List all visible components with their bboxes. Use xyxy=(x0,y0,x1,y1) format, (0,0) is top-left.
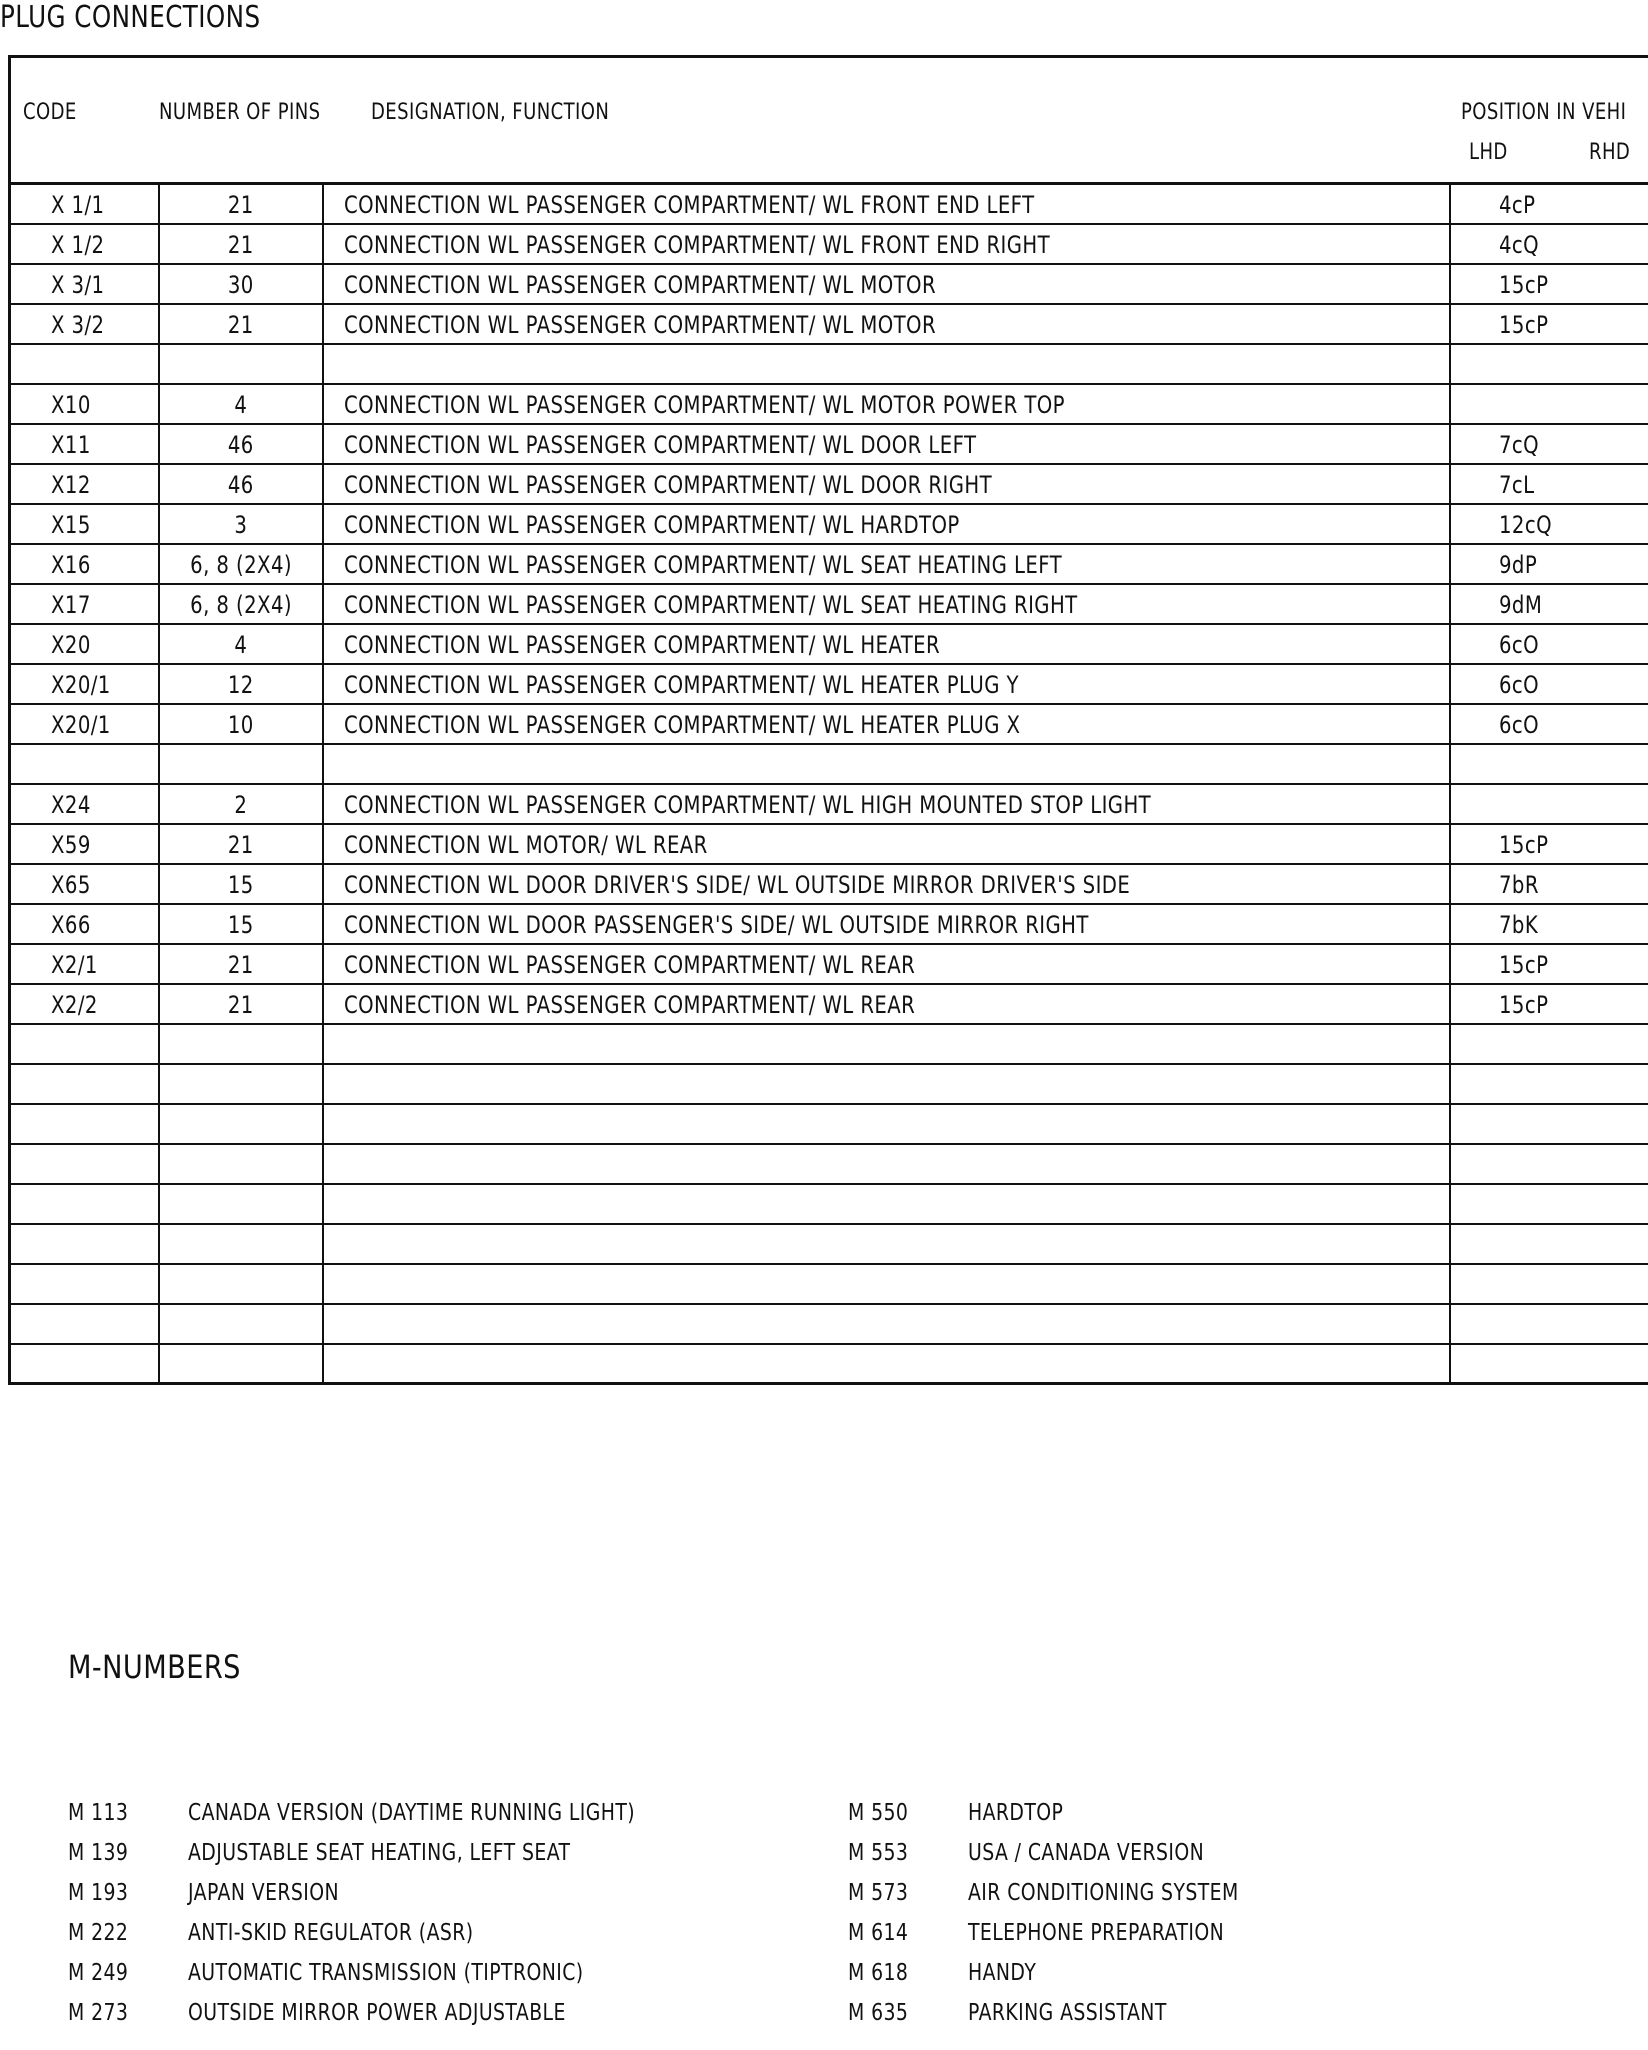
lhd-position-cell xyxy=(1451,1345,1648,1383)
pins-cell: 21 xyxy=(160,945,324,983)
table-row xyxy=(11,465,1648,505)
designation-cell xyxy=(324,1185,1451,1223)
table-row xyxy=(11,545,1648,585)
designation-cell: CONNECTION WL PASSENGER COMPARTMENT/ WL FRONT END RIGHT xyxy=(324,225,1451,263)
table-row xyxy=(11,745,1648,785)
header-pins: NUMBER OF PINS xyxy=(159,100,321,125)
m-number-description: OUTSIDE MIRROR POWER ADJUSTABLE xyxy=(188,2000,566,2026)
m-number-code: M 618 xyxy=(848,1960,909,1986)
code-cell: X20/1 xyxy=(11,705,160,743)
designation-cell: CONNECTION WL PASSENGER COMPARTMENT/ WL FRONT END LEFT xyxy=(324,185,1451,223)
lhd-position-cell: 15cP xyxy=(1499,831,1549,859)
designation-cell xyxy=(324,1265,1451,1303)
code-cell: X12 xyxy=(11,465,160,503)
m-number-description: AUTOMATIC TRANSMISSION (TIPTRONIC) xyxy=(188,1960,584,1986)
code-cell: X 3/2 xyxy=(11,305,160,343)
table-row xyxy=(11,345,1648,385)
code-cell: X15 xyxy=(11,505,160,543)
designation-cell: CONNECTION WL DOOR PASSENGER'S SIDE/ WL OUTSIDE MIRROR RIGHT xyxy=(324,905,1451,943)
code-cell: X66 xyxy=(11,905,160,943)
designation-cell: CONNECTION WL PASSENGER COMPARTMENT/ WL REAR xyxy=(324,945,1451,983)
table-row xyxy=(11,425,1648,465)
table-row xyxy=(11,625,1648,665)
header-designation: DESIGNATION, FUNCTION xyxy=(371,100,610,125)
lhd-position-cell: 7bK xyxy=(1499,911,1539,939)
header-rhd: RHD xyxy=(1589,140,1631,165)
m-number-description: ADJUSTABLE SEAT HEATING, LEFT SEAT xyxy=(188,1840,571,1866)
pins-cell: 21 xyxy=(160,305,324,343)
designation-cell: CONNECTION WL PASSENGER COMPARTMENT/ WL HEATER PLUG Y xyxy=(324,665,1451,703)
lhd-position-cell xyxy=(1451,1105,1648,1143)
code-cell: X 1/2 xyxy=(11,225,160,263)
pins-cell xyxy=(160,1025,324,1063)
m-number-description: AIR CONDITIONING SYSTEM xyxy=(968,1880,1239,1906)
table-row xyxy=(11,1065,1648,1105)
code-cell: X10 xyxy=(11,385,160,423)
m-number-code: M 614 xyxy=(848,1920,909,1946)
table-row xyxy=(11,385,1648,425)
designation-cell xyxy=(324,745,1451,783)
table-header xyxy=(11,58,1648,185)
m-numbers-title: M-NUMBERS xyxy=(68,1648,241,1686)
code-cell xyxy=(11,1265,160,1303)
code-cell xyxy=(11,1225,160,1263)
m-number-code: M 113 xyxy=(68,1800,129,1826)
code-cell xyxy=(11,1145,160,1183)
pins-cell: 21 xyxy=(160,985,324,1023)
designation-cell xyxy=(324,1105,1451,1143)
table-row xyxy=(11,185,1648,225)
lhd-position-cell xyxy=(1451,1225,1648,1263)
m-number-code: M 550 xyxy=(848,1800,909,1826)
code-cell xyxy=(11,1305,160,1343)
code-cell: X2/2 xyxy=(11,985,160,1023)
lhd-position-cell xyxy=(1451,745,1648,783)
pins-cell: 15 xyxy=(160,905,324,943)
table-row xyxy=(11,505,1648,545)
pins-cell: 21 xyxy=(160,185,324,223)
designation-cell: CONNECTION WL PASSENGER COMPARTMENT/ WL MOTOR POWER TOP xyxy=(324,385,1451,423)
pins-cell xyxy=(160,1225,324,1263)
table-row xyxy=(11,1145,1648,1185)
pins-cell: 21 xyxy=(160,825,324,863)
designation-cell xyxy=(324,1305,1451,1343)
m-number-description: HARDTOP xyxy=(968,1800,1064,1826)
designation-cell: CONNECTION WL PASSENGER COMPARTMENT/ WL HEATER PLUG X xyxy=(324,705,1451,743)
pins-cell: 2 xyxy=(160,785,324,823)
table-row xyxy=(11,305,1648,345)
m-number-description: ANTI-SKID REGULATOR (ASR) xyxy=(188,1920,474,1946)
designation-cell: CONNECTION WL PASSENGER COMPARTMENT/ WL HARDTOP xyxy=(324,505,1451,543)
pins-cell xyxy=(160,1185,324,1223)
code-cell: X24 xyxy=(11,785,160,823)
pins-cell xyxy=(160,1145,324,1183)
lhd-position-cell: 15cP xyxy=(1499,991,1549,1019)
lhd-position-cell xyxy=(1451,345,1648,383)
table-row xyxy=(11,865,1648,905)
lhd-position-cell: 15cP xyxy=(1499,271,1549,299)
m-number-code: M 553 xyxy=(848,1840,909,1866)
pins-cell: 46 xyxy=(160,465,324,503)
table-row xyxy=(11,585,1648,625)
lhd-position-cell: 6cO xyxy=(1499,711,1540,739)
lhd-position-cell: 15cP xyxy=(1499,951,1549,979)
lhd-position-cell xyxy=(1451,1025,1648,1063)
table-row xyxy=(11,945,1648,985)
designation-cell: CONNECTION WL PASSENGER COMPARTMENT/ WL MOTOR xyxy=(324,305,1451,343)
code-cell: X16 xyxy=(11,545,160,583)
lhd-position-cell xyxy=(1451,1065,1648,1103)
header-code: CODE xyxy=(23,100,77,125)
code-cell xyxy=(11,1185,160,1223)
pins-cell xyxy=(160,1305,324,1343)
designation-cell: CONNECTION WL PASSENGER COMPARTMENT/ WL HIGH MOUNTED STOP LIGHT xyxy=(324,785,1451,823)
m-number-code: M 635 xyxy=(848,2000,909,2026)
pins-cell xyxy=(160,1345,324,1383)
code-cell xyxy=(11,345,160,383)
pins-cell: 10 xyxy=(160,705,324,743)
table-row xyxy=(11,1185,1648,1225)
pins-cell: 46 xyxy=(160,425,324,463)
code-cell xyxy=(11,1065,160,1103)
table-row xyxy=(11,1305,1648,1345)
designation-cell xyxy=(324,1065,1451,1103)
code-cell: X65 xyxy=(11,865,160,903)
lhd-position-cell: 9dP xyxy=(1499,551,1538,579)
designation-cell: CONNECTION WL PASSENGER COMPARTMENT/ WL SEAT HEATING LEFT xyxy=(324,545,1451,583)
table-row xyxy=(11,905,1648,945)
lhd-position-cell: 7cQ xyxy=(1499,431,1540,459)
pins-cell: 30 xyxy=(160,265,324,303)
code-cell: X2/1 xyxy=(11,945,160,983)
table-row xyxy=(11,665,1648,705)
m-number-description: TELEPHONE PREPARATION xyxy=(968,1920,1225,1946)
code-cell xyxy=(11,745,160,783)
designation-cell: CONNECTION WL PASSENGER COMPARTMENT/ WL SEAT HEATING RIGHT xyxy=(324,585,1451,623)
designation-cell xyxy=(324,1225,1451,1263)
table-body xyxy=(11,185,1648,1385)
designation-cell xyxy=(324,345,1451,383)
lhd-position-cell: 6cO xyxy=(1499,671,1540,699)
designation-cell: CONNECTION WL PASSENGER COMPARTMENT/ WL REAR xyxy=(324,985,1451,1023)
pins-cell xyxy=(160,1065,324,1103)
table-row xyxy=(11,985,1648,1025)
pins-cell xyxy=(160,345,324,383)
designation-cell: CONNECTION WL MOTOR/ WL REAR xyxy=(324,825,1451,863)
table-row xyxy=(11,1225,1648,1265)
table-row xyxy=(11,825,1648,865)
m-number-description: HANDY xyxy=(968,1960,1037,1986)
lhd-position-cell xyxy=(1451,1145,1648,1183)
table-row xyxy=(11,1105,1648,1145)
designation-cell xyxy=(324,1025,1451,1063)
pins-cell: 6, 8 (2X4) xyxy=(160,545,324,583)
designation-cell: CONNECTION WL DOOR DRIVER'S SIDE/ WL OUTSIDE MIRROR DRIVER'S SIDE xyxy=(324,865,1451,903)
table-row xyxy=(11,705,1648,745)
lhd-position-cell: 15cP xyxy=(1499,311,1549,339)
designation-cell xyxy=(324,1345,1451,1383)
lhd-position-cell: 7cL xyxy=(1499,471,1535,499)
m-number-description: CANADA VERSION (DAYTIME RUNNING LIGHT) xyxy=(188,1800,636,1826)
pins-cell: 4 xyxy=(160,625,324,663)
code-cell xyxy=(11,1345,160,1383)
designation-cell: CONNECTION WL PASSENGER COMPARTMENT/ WL MOTOR xyxy=(324,265,1451,303)
pins-cell xyxy=(160,1265,324,1303)
code-cell xyxy=(11,1025,160,1063)
table-row xyxy=(11,1025,1648,1065)
lhd-position-cell xyxy=(1451,385,1648,423)
pins-cell: 21 xyxy=(160,225,324,263)
lhd-position-cell xyxy=(1451,785,1648,823)
pins-cell: 6, 8 (2X4) xyxy=(160,585,324,623)
code-cell: X59 xyxy=(11,825,160,863)
lhd-position-cell: 9dM xyxy=(1499,591,1543,619)
m-number-description: JAPAN VERSION xyxy=(188,1880,340,1906)
lhd-position-cell xyxy=(1451,1305,1648,1343)
header-lhd: LHD xyxy=(1469,140,1508,165)
designation-cell xyxy=(324,1145,1451,1183)
code-cell: X11 xyxy=(11,425,160,463)
designation-cell: CONNECTION WL PASSENGER COMPARTMENT/ WL HEATER xyxy=(324,625,1451,663)
lhd-position-cell xyxy=(1451,1185,1648,1223)
lhd-position-cell: 12cQ xyxy=(1499,511,1552,539)
pins-cell xyxy=(160,745,324,783)
lhd-position-cell: 4cP xyxy=(1499,191,1536,219)
code-cell: X17 xyxy=(11,585,160,623)
pins-cell: 3 xyxy=(160,505,324,543)
m-number-code: M 139 xyxy=(68,1840,129,1866)
code-cell: X20/1 xyxy=(11,665,160,703)
lhd-position-cell: 4cQ xyxy=(1499,231,1540,259)
pins-cell: 12 xyxy=(160,665,324,703)
code-cell xyxy=(11,1105,160,1143)
m-number-code: M 222 xyxy=(68,1920,129,1946)
pins-cell xyxy=(160,1105,324,1143)
header-position: POSITION IN VEHI xyxy=(1461,100,1627,125)
lhd-position-cell xyxy=(1451,1265,1648,1303)
table-row xyxy=(11,785,1648,825)
pins-cell: 15 xyxy=(160,865,324,903)
m-number-code: M 249 xyxy=(68,1960,129,1986)
table-row xyxy=(11,1345,1648,1385)
m-number-code: M 273 xyxy=(68,2000,129,2026)
m-number-code: M 573 xyxy=(848,1880,909,1906)
m-number-description: PARKING ASSISTANT xyxy=(968,2000,1167,2026)
lhd-position-cell: 6cO xyxy=(1499,631,1540,659)
pins-cell: 4 xyxy=(160,385,324,423)
code-cell: X 3/1 xyxy=(11,265,160,303)
plug-connections-table xyxy=(8,55,1648,1385)
table-row xyxy=(11,265,1648,305)
code-cell: X20 xyxy=(11,625,160,663)
table-row xyxy=(11,1265,1648,1305)
lhd-position-cell: 7bR xyxy=(1499,871,1539,899)
m-number-code: M 193 xyxy=(68,1880,129,1906)
code-cell: X 1/1 xyxy=(11,185,160,223)
m-number-description: USA / CANADA VERSION xyxy=(968,1840,1205,1866)
table-row xyxy=(11,225,1648,265)
designation-cell: CONNECTION WL PASSENGER COMPARTMENT/ WL DOOR LEFT xyxy=(324,425,1451,463)
designation-cell: CONNECTION WL PASSENGER COMPARTMENT/ WL DOOR RIGHT xyxy=(324,465,1451,503)
page-title: PLUG CONNECTIONS xyxy=(0,0,261,35)
